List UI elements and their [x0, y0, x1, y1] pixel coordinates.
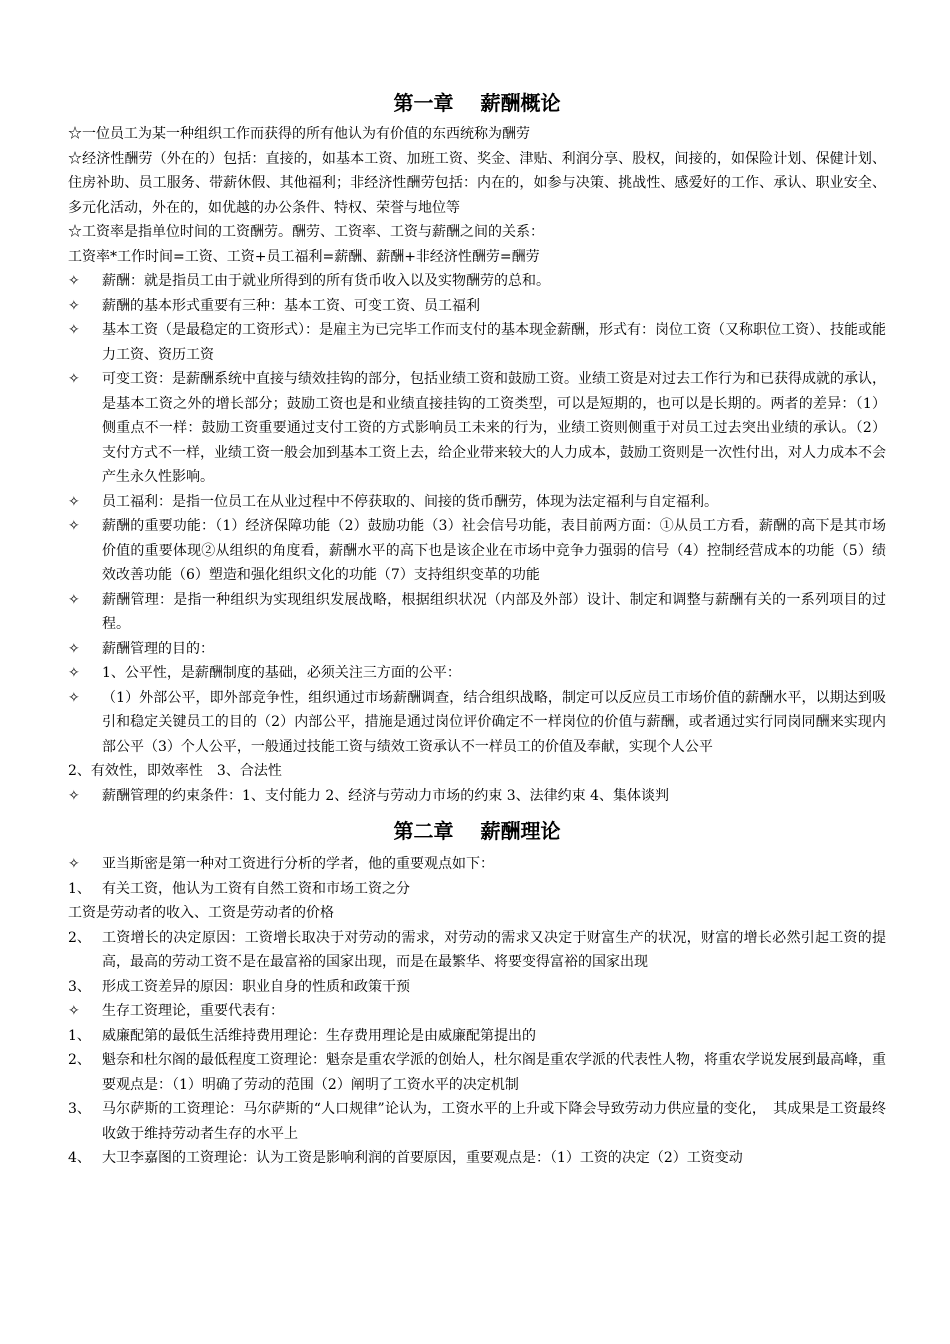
bullet-marker-icon: ✧ [68, 640, 80, 657]
chapter-2-title: 第二章 薪酬理论 [393, 819, 561, 843]
bullet-marker-icon: ✧ [68, 591, 80, 608]
bullet-marker-icon: ✧ [68, 493, 80, 510]
bullet-paragraph [68, 490, 886, 515]
paragraph-text: 马尔萨斯的工资理论：马尔萨斯的“人口规律”论认为，工资水平的上升或下降会导致劳动力供应量的变化， 其成果是工资最终收敛于维持劳动者生存的水平上 [102, 1101, 886, 1142]
list-number: 4、 [68, 1150, 91, 1166]
chapter-1-body [68, 122, 886, 808]
paragraph-text: 基本工资（是最稳定的工资形式）：是雇主为已完毕工作而支付的基本现金薪酬，形式有：岗位工资（又称职位工资）、技能或能力工资、资历工资 [102, 322, 886, 363]
paragraph-text: 薪酬的基本形式重要有三种：基本工资、可变工资、员工福利 [102, 297, 480, 314]
bullet-paragraph [68, 686, 886, 760]
numbered-paragraph [68, 1146, 886, 1171]
paragraph-text: 工资率*工作时间=工资、工资+员工福利=薪酬、薪酬+非经济性酬劳=酬劳 [68, 248, 540, 265]
paragraph-text: 薪酬的重要功能：（1）经济保障功能（2）鼓励功能（3）社会信号功能，表目前两方面：①从员工方看，薪酬的高下是其市场价值的重要体现②从组织的角度看，薪酬水平的高下也是该企业在市场中竞争力强弱的信号（4）控制经营成本的功能（5）绩效改善功能（6）塑造和强化组织文化的功能（7）支持组织变革的功能 [102, 518, 886, 583]
bullet-marker-icon: ✧ [68, 371, 80, 387]
paragraph [68, 759, 886, 784]
chapter-2-body [68, 852, 886, 1171]
numbered-paragraph [68, 926, 886, 975]
numbered-paragraph [68, 1024, 886, 1049]
bullet-paragraph [68, 294, 886, 319]
paragraph-text: ☆工资率是指单位时间的工资酬劳。酬劳、工资率、工资与薪酬之间的关系： [68, 224, 544, 240]
paragraph-text: （1）外部公平，即外部竞争性，组织通过市场薪酬调查，结合组织战略，制定可以反应员工市场价值的薪酬水平，以期达到吸引和稳定关键员工的目的（2）内部公平，措施是通过岗位评价确定不一样岗位的价值与薪酬，或者通过实行同岗同酬来实现内部公平（3）个人公平，一般通过技能工资与绩效工资承认不一样员工的价值及奉献，实现个人公平 [102, 689, 886, 755]
list-number: 2、 [68, 1052, 91, 1068]
paragraph-text: 2、有效性，即效率性 3、合法性 [68, 763, 282, 779]
paragraph-text: 形成工资差异的原因：职业自身的性质和政策干预 [102, 978, 410, 995]
list-number: 2、 [68, 929, 91, 946]
paragraph-text: 生存工资理论，重要代表有： [102, 1003, 284, 1019]
bullet-paragraph [68, 269, 886, 294]
bullet-paragraph [68, 514, 886, 588]
bullet-paragraph [68, 318, 886, 367]
paragraph-text: 魁奈和杜尔阁的最低程度工资理论：魁奈是重农学派的创始人，杜尔阁是重农学派的代表性人物，将重农学说发展到最高峰，重要观点是：（1）明确了劳动的范围（2）阐明了工资水平的决定机制 [102, 1052, 886, 1093]
document-page [68, 88, 886, 1171]
bullet-marker-icon: ✧ [68, 856, 80, 872]
bullet-marker-icon: ✧ [68, 1003, 80, 1019]
paragraph-text: 薪酬：就是指员工由于就业所得到的所有货币收入以及实物酬劳的总和。 [102, 273, 550, 289]
numbered-paragraph [68, 1097, 886, 1146]
paragraph-text: 员工福利：是指一位员工在从业过程中不停获取的、间接的货币酬劳，体现为法定福利与自定福利。 [102, 493, 718, 510]
bullet-marker-icon: ✧ [68, 787, 80, 804]
paragraph-text: 威廉配第的最低生活维持费用理论：生存费用理论是由威廉配第提出的 [102, 1027, 536, 1044]
bullet-paragraph [68, 784, 886, 809]
numbered-paragraph [68, 1048, 886, 1097]
bullet-paragraph [68, 852, 886, 877]
paragraph-text: 1、公平性，是薪酬制度的基础，必须关注三方面的公平： [102, 665, 461, 681]
paragraph-text: 工资增长的决定原因：工资增长取决于对劳动的需求，对劳动的需求又决定于财富生产的状况，财富的增长必然引起工资的提高，最高的劳动工资不是在最富裕的国家出现，而是在最繁华、将要变得富裕的国家出现 [102, 929, 886, 970]
bullet-paragraph [68, 588, 886, 637]
paragraph-text: 大卫李嘉图的工资理论：认为工资是影响利润的首要原因，重要观点是：（1）工资的决定（2）工资变动 [102, 1150, 743, 1166]
list-number: 3、 [68, 978, 91, 995]
bullet-paragraph [68, 661, 886, 686]
paragraph [68, 147, 886, 221]
bullet-paragraph [68, 367, 886, 490]
bullet-marker-icon: ✧ [68, 665, 80, 681]
paragraph [68, 245, 886, 270]
bullet-paragraph [68, 999, 886, 1024]
numbered-paragraph [68, 975, 886, 1000]
list-number: 1、 [68, 880, 91, 897]
list-number: 1、 [68, 1027, 91, 1044]
paragraph [68, 220, 886, 245]
paragraph-text: ☆经济性酬劳（外在的）包括：直接的，如基本工资、加班工资、奖金、津贴、利润分享、股权，间接的，如保险计划、保健计划、住房补助、员工服务、带薪休假、其他福利；非经济性酬劳包括：内在的，如参与决策、挑战性、感爱好的工作、承认、职业安全、多元化活动，外在的，如优越的办公条件、特权、荣誉与地位等 [68, 150, 886, 216]
chapter-1-title: 第一章 薪酬概论 [393, 91, 561, 115]
bullet-marker-icon: ✧ [68, 322, 80, 338]
bullet-marker-icon: ✧ [68, 689, 80, 706]
bullet-paragraph [68, 637, 886, 662]
paragraph-text: 薪酬管理的目的： [102, 640, 214, 657]
paragraph [68, 122, 886, 147]
paragraph-text: 可变工资：是薪酬系统中直接与绩效挂钩的部分，包括业绩工资和鼓励工资。业绩工资是对过去工作行为和已获得成就的承认，是基本工资之外的增长部分；鼓励工资也是和业绩直接挂钩的工资类型，可以是短期的，也可以是长期的。两者的差异：（1）侧重点不一样：鼓励工资重要通过支付工资的方式影响员工未来的行为，业绩工资则侧重于对员工过去突出业绩的承认。（2）支付方式不一样，业绩工资一般会加到基本工资上去，给企业带来较大的人力成本，鼓励工资则是一次性付出，对人力成本不会产生永久性影响。 [102, 371, 886, 485]
bullet-marker-icon: ✧ [68, 518, 80, 534]
paragraph-text: ☆一位员工为某一种组织工作而获得的所有他认为有价值的东西统称为酬劳 [68, 126, 530, 142]
bullet-marker-icon: ✧ [68, 297, 80, 314]
paragraph-text: 工资是劳动者的收入、工资是劳动者的价格 [68, 905, 334, 921]
paragraph [68, 901, 886, 926]
paragraph-text: 有关工资，他认为工资有自然工资和市场工资之分 [102, 880, 410, 897]
paragraph-text: 亚当斯密是第一种对工资进行分析的学者，他的重要观点如下： [102, 856, 494, 872]
bullet-marker-icon: ✧ [68, 273, 80, 289]
numbered-paragraph [68, 877, 886, 902]
paragraph-text: 薪酬管理：是指一种组织为实现组织发展战略，根据组织状况（内部及外部）设计、制定和调整与薪酬有关的一系列项目的过程。 [102, 591, 886, 632]
paragraph-text: 薪酬管理的约束条件：1、支付能力 2、经济与劳动力市场的约束 3、法律约束 4、集体谈判 [102, 787, 669, 804]
list-number: 3、 [68, 1101, 91, 1117]
